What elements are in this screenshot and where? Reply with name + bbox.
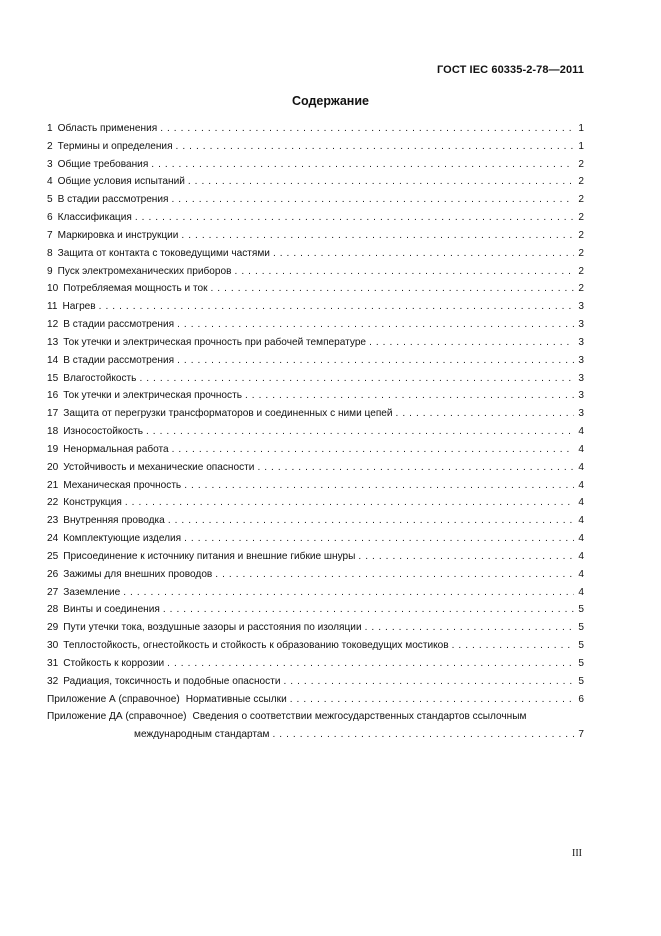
toc-title: Содержание (291, 94, 369, 108)
toc-item[interactable] (47, 370, 584, 388)
toc-item-number: 1 (47, 123, 53, 134)
toc-item-number: 21 (47, 479, 59, 491)
document-code: ГОСТ IEC 60335-2-78—2011 (436, 64, 584, 76)
dot-leader (125, 494, 574, 512)
dot-leader (135, 209, 574, 227)
dot-leader (123, 584, 574, 602)
toc-item-page: 3 (578, 301, 584, 313)
toc-item[interactable] (47, 316, 584, 334)
toc-item-number: 6 (47, 212, 53, 224)
toc-item-page: 2 (578, 229, 584, 241)
toc-item-page: 5 (578, 675, 584, 687)
dot-leader (176, 138, 574, 156)
toc-item[interactable] (47, 673, 584, 691)
dot-leader (358, 548, 574, 566)
toc-item-page: 4 (578, 443, 584, 455)
toc-item-number: 13 (47, 336, 59, 348)
appendix-label: Приложение ДА (справочное) (47, 711, 187, 723)
appendix-title-line1: Сведения о соответствии межгосударственных стандартов ссылочным (192, 711, 527, 723)
toc-item-number: 24 (47, 533, 59, 545)
toc-item-title: Область применения (57, 123, 158, 134)
toc-item[interactable] (47, 459, 584, 477)
toc-item-page: 2 (578, 212, 584, 224)
toc-item-number: 26 (47, 568, 59, 580)
toc-item-title: Теплостойкость, огнестойкость и стойкость к образованию токоведущих мостиков (63, 640, 449, 652)
page-number-roman: III (572, 848, 582, 859)
toc-item-number: 14 (47, 354, 59, 366)
toc-item-number: 7 (47, 229, 53, 241)
toc-item[interactable] (47, 548, 584, 566)
toc-item-number: 17 (47, 408, 59, 420)
toc-item-number: 12 (47, 319, 59, 331)
dot-leader (172, 441, 574, 459)
dot-leader (151, 156, 574, 174)
toc-item[interactable] (47, 263, 584, 281)
toc-item-number: 16 (47, 390, 59, 402)
toc-item-title: Термины и определения (57, 140, 173, 152)
toc-item-number: 28 (47, 604, 59, 616)
toc-item-title: Винты и соединения (63, 604, 160, 616)
toc-item-page: 3 (578, 372, 584, 384)
dot-leader (177, 352, 574, 370)
toc-item-number: 3 (47, 158, 53, 170)
toc-item-title: Комплектующие изделия (63, 533, 182, 545)
toc-item-number: 22 (47, 497, 59, 509)
toc-item-title: Механическая прочность (63, 479, 182, 491)
toc-item-number: 20 (47, 461, 59, 473)
toc-item[interactable] (47, 619, 584, 637)
toc-item-title: Защита от контакта с токоведущими частями (57, 247, 270, 259)
toc-item-page: 2 (578, 247, 584, 259)
toc-item-number: 30 (47, 640, 59, 652)
toc-item-title: Присоединение к источнику питания и внешние гибкие шнуры (63, 550, 356, 562)
toc-item-page: 4 (578, 550, 584, 562)
dot-leader (369, 334, 574, 352)
toc-item-title: Радиация, токсичность и подобные опасности (63, 675, 281, 687)
toc-item-title: Внутренняя проводка (63, 515, 165, 527)
toc-item-title: Потребляемая мощность и ток (63, 283, 208, 295)
toc-item-title: Влагостойкость (63, 372, 137, 384)
toc-item-title: Конструкция (63, 497, 122, 509)
toc-item-title: Классификация (57, 212, 132, 224)
toc-appendix-da[interactable] (47, 708, 584, 726)
toc-item[interactable] (47, 209, 584, 227)
dot-leader (184, 530, 574, 548)
toc-item-title: Зажимы для внешних проводов (63, 568, 213, 580)
toc-item-number: 8 (47, 247, 53, 259)
toc-item-title: Пуск электромеханических приборов (57, 265, 232, 277)
toc-item-page: 4 (578, 533, 584, 545)
dot-leader (290, 691, 574, 709)
toc-item-page: 1 (578, 140, 584, 152)
toc-item[interactable] (47, 655, 584, 673)
toc-appendix-da-continued[interactable] (47, 726, 584, 744)
dot-leader (163, 601, 574, 619)
dot-leader (273, 726, 575, 744)
toc-item-title: Пути утечки тока, воздушные зазоры и расстояния по изоляции (63, 622, 362, 634)
toc-item-number: 19 (47, 443, 59, 455)
toc-item-number: 2 (47, 140, 53, 152)
toc-item-page: 2 (578, 176, 584, 188)
toc-item-number: 5 (47, 194, 53, 206)
dot-leader (160, 120, 574, 138)
toc-item-page: 2 (578, 283, 584, 295)
toc-item[interactable] (47, 494, 584, 512)
toc-item[interactable] (47, 637, 584, 655)
toc-item-page: 5 (578, 640, 584, 652)
toc-item-page: 2 (578, 265, 584, 277)
toc-item-number: 9 (47, 265, 53, 277)
dot-leader (168, 512, 574, 530)
toc-item-number: 15 (47, 372, 59, 384)
toc-item[interactable] (47, 601, 584, 619)
dot-leader (184, 477, 574, 495)
dot-leader (181, 227, 574, 245)
dot-leader (139, 370, 574, 388)
dot-leader (211, 280, 575, 298)
toc-item-number: 27 (47, 586, 59, 598)
toc-item[interactable] (47, 477, 584, 495)
dot-leader (171, 191, 574, 209)
toc-item[interactable] (47, 512, 584, 530)
toc-item-title: Нагрев (62, 301, 96, 313)
toc-item-title: Заземление (63, 586, 121, 598)
toc-item[interactable] (47, 530, 584, 548)
toc-item[interactable] (47, 405, 584, 423)
toc-item-number: 4 (47, 176, 53, 188)
toc-item-page: 5 (578, 622, 584, 634)
dot-leader (99, 298, 574, 316)
toc-item-title: Ток утечки и электрическая прочность (63, 390, 242, 402)
toc-item[interactable] (47, 245, 584, 263)
toc-item-page: 5 (578, 657, 584, 669)
toc-item-number: 25 (47, 550, 59, 562)
toc-item-number: 18 (47, 426, 59, 438)
toc-item-page: 4 (578, 568, 584, 580)
toc-item-page: 5 (578, 604, 584, 616)
toc-item-title: Ненормальная работа (63, 443, 169, 455)
toc-item-page: 4 (578, 497, 584, 509)
toc-item[interactable] (47, 120, 584, 138)
toc-item-page: 4 (578, 461, 584, 473)
dot-leader (245, 387, 574, 405)
dot-leader (146, 423, 574, 441)
toc-item[interactable] (47, 441, 584, 459)
appendix-title: Нормативные ссылки (185, 693, 287, 705)
toc-item-number: 23 (47, 515, 59, 527)
toc-item-number: 29 (47, 622, 59, 634)
toc-item[interactable] (47, 352, 584, 370)
dot-leader (283, 673, 574, 691)
toc-item-title: Общие требования (57, 158, 149, 170)
dot-leader (188, 173, 574, 191)
dot-leader (365, 619, 574, 637)
dot-leader (177, 316, 574, 334)
toc-item-number: 10 (47, 283, 59, 295)
toc-item-title: Маркировка и инструкции (57, 229, 179, 241)
toc-item-page: 3 (578, 354, 584, 366)
toc-item[interactable] (47, 387, 584, 405)
toc-item[interactable] (47, 584, 584, 602)
dot-leader (257, 459, 574, 477)
toc-item[interactable] (47, 423, 584, 441)
page-number: 7 (578, 729, 584, 741)
dot-leader (396, 405, 574, 423)
toc-item-page: 4 (578, 515, 584, 527)
dot-leader (167, 655, 574, 673)
table-of-contents (47, 120, 584, 744)
toc-item[interactable] (47, 298, 584, 316)
toc-item-page: 4 (578, 479, 584, 491)
toc-item-title: Устойчивость и механические опасности (63, 461, 255, 473)
appendix-label: Приложение А (справочное) (47, 693, 180, 705)
toc-item-title: Износостойкость (63, 426, 143, 438)
toc-item-page: 3 (578, 319, 584, 331)
toc-item[interactable] (47, 566, 584, 584)
toc-item[interactable] (47, 138, 584, 156)
toc-item-number: 31 (47, 657, 59, 669)
toc-item-page: 1 (578, 123, 584, 134)
toc-item-title: В стадии рассмотрения (57, 194, 169, 206)
toc-item-page: 3 (578, 336, 584, 348)
toc-appendix-a[interactable] (47, 691, 584, 709)
toc-item-page: 2 (578, 194, 584, 206)
toc-item[interactable] (47, 191, 584, 209)
toc-item-title: В стадии рассмотрения (63, 354, 175, 366)
toc-item-title: Ток утечки и электрическая прочность при рабочей температуре (63, 336, 367, 348)
page-number: 6 (578, 693, 584, 705)
toc-item-number: 11 (47, 301, 58, 313)
dot-leader (235, 263, 574, 281)
dot-leader (452, 637, 574, 655)
toc-item[interactable] (47, 280, 584, 298)
toc-item[interactable] (47, 173, 584, 191)
toc-item-page: 4 (578, 586, 584, 598)
toc-item-page: 2 (578, 158, 584, 170)
appendix-title-line2: международным стандартам (134, 729, 270, 741)
toc-item-title: Общие условия испытаний (57, 176, 185, 188)
toc-item[interactable] (47, 156, 584, 174)
toc-item-title: Защита от перегрузки трансформаторов и соединенных с ними цепей (63, 408, 393, 420)
toc-item-page: 4 (578, 426, 584, 438)
toc-item-page: 3 (578, 390, 584, 402)
toc-item[interactable] (47, 227, 584, 245)
dot-leader (215, 566, 574, 584)
toc-item-title: Стойкость к коррозии (63, 657, 165, 669)
toc-item-page: 3 (578, 408, 584, 420)
toc-item-title: В стадии рассмотрения (63, 319, 175, 331)
toc-item[interactable] (47, 334, 584, 352)
toc-item-number: 32 (47, 675, 59, 687)
dot-leader (273, 245, 574, 263)
